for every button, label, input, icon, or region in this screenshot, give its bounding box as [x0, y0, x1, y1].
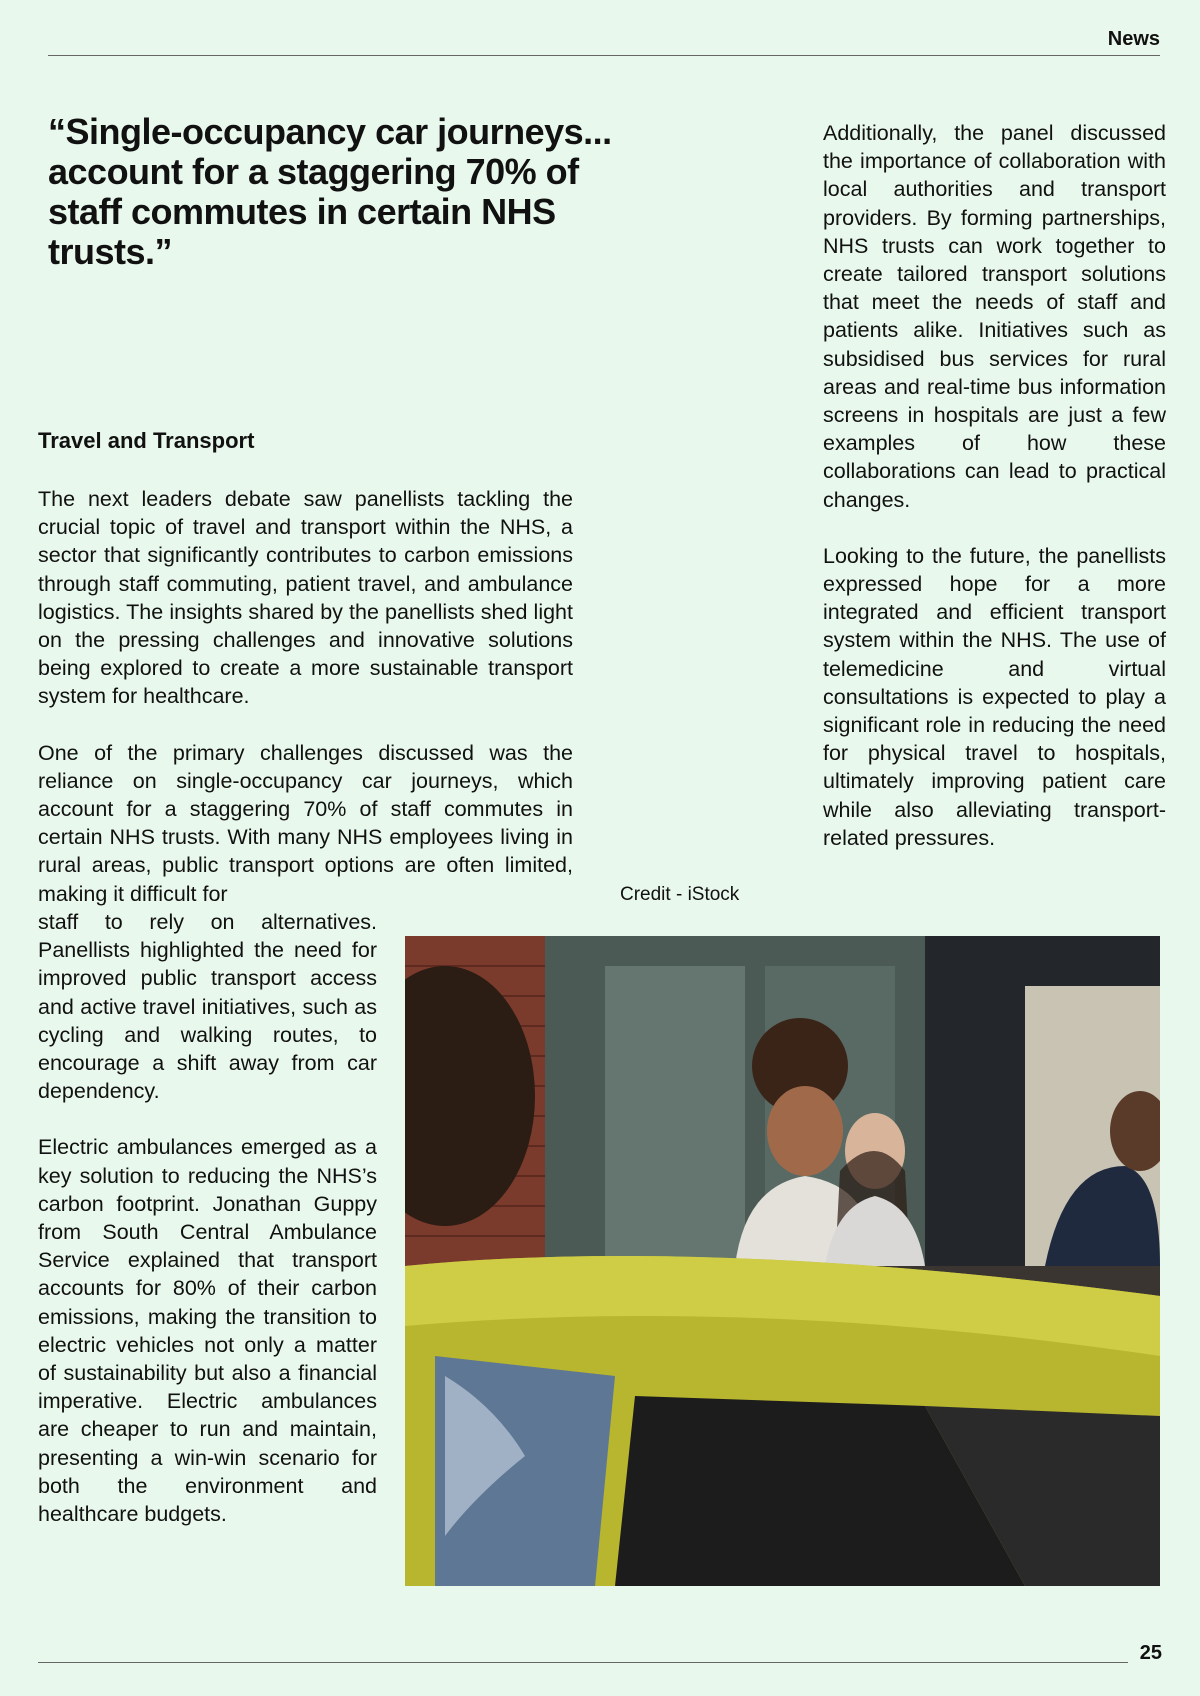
- paragraph: Electric ambulances emerged as a key solution to reducing the NHS’s carbon footprint. Jonathan Guppy from South Central Ambulance Service explained that transport accounts for 80% of their carbon emissions, making the transition to electric vehicles not only a matter of sustainability but also a financial imperative. Electric ambulances are cheaper to run and maintain, presenting a win-win scenario for both the environment and healthcare budgets.: [38, 1135, 377, 1527]
- section-heading: Travel and Transport: [38, 428, 255, 453]
- paragraph: Additionally, the panel discussed the importance of collaboration with local authorities and transport providers. By forming partnerships, NHS trusts can work together to create tailored transport solutions that meet the needs of staff and patients alike. Initiatives such as subsidised bus services for rural areas and real-time bus information screens in hospitals are just a few examples of how these collaborations can lead to practical changes.: [823, 121, 1166, 512]
- pull-quote: “Single-occupancy car journeys... account for a staggering 70% of staff commutes in certain NHS trusts.”: [48, 111, 612, 272]
- left-column-narrow: [38, 908, 377, 1528]
- paragraph: staff to rely on alternatives. Panellists highlighted the need for improved public transport access and active travel initiatives, such as cycling and walking routes, to encourage a shift away from car dependency.: [38, 910, 377, 1104]
- left-column-top: [38, 485, 573, 908]
- section-label: News: [1107, 28, 1160, 50]
- top-divider: [48, 55, 1160, 56]
- article-photo: [405, 936, 1160, 1586]
- bottom-divider: [38, 1662, 1128, 1663]
- paragraph: Looking to the future, the panellists expressed hope for a more integrated and efficient transport system within the NHS. The use of telemedicine and virtual consultations is expected to play a significant role in reducing the need for physical travel to hospitals, ultimately improving patient care while also alleviating transport-related pressures.: [823, 543, 1166, 850]
- right-column: [823, 119, 1166, 852]
- photo-credit: Credit - iStock: [620, 884, 740, 905]
- paragraph: The next leaders debate saw panellists tackling the crucial topic of travel and transport within the NHS, a sector that significantly contributes to carbon emissions through staff commuting, patient travel, and ambulance logistics. The insights shared by the panellists shed light on the pressing challenges and innovative solutions being explored to create a more sustainable transport system for healthcare.: [38, 487, 573, 709]
- paragraph: One of the primary challenges discussed was the reliance on single-occupancy car journeys, which account for a staggering 70% of staff commutes in certain NHS trusts. With many NHS employees living in rural areas, public transport options are often limited, making it difficult for: [38, 740, 573, 906]
- page-number: 25: [1139, 1642, 1162, 1664]
